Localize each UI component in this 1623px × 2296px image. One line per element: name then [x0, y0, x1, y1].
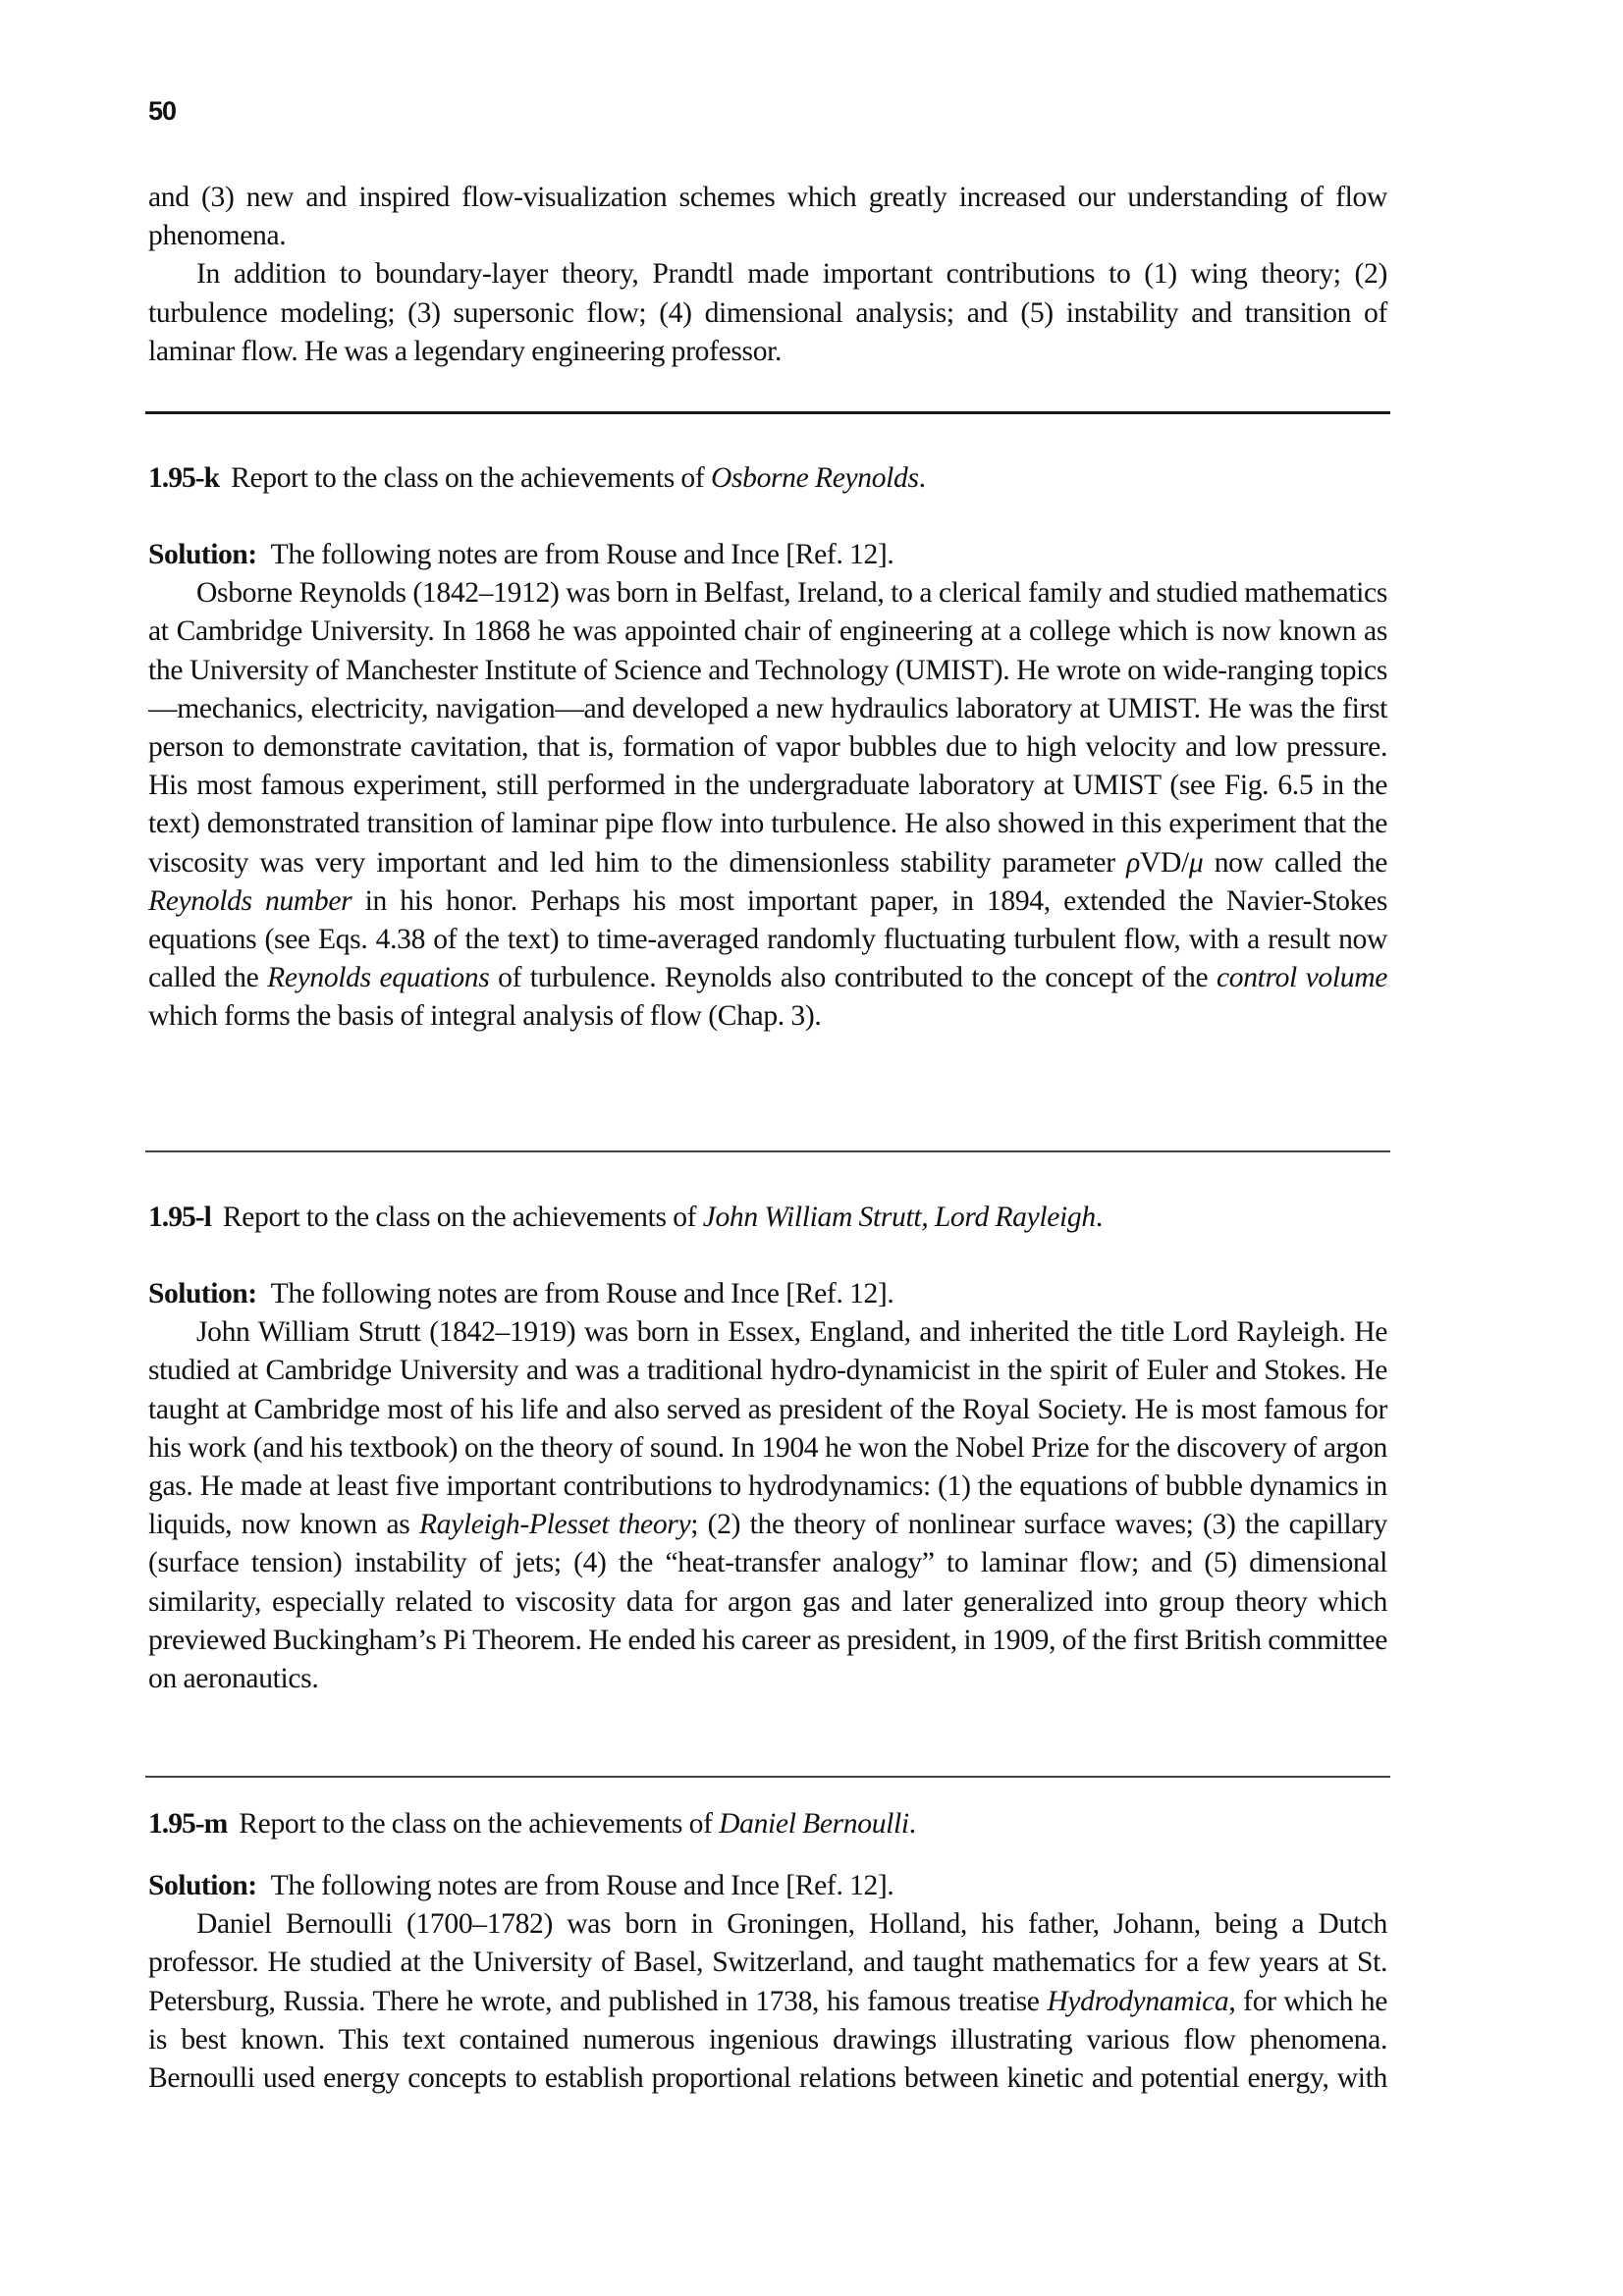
problem-prompt: Report to the class on the achievements of	[231, 462, 711, 494]
intro-section	[148, 179, 1387, 371]
problem-number: 1.95-k	[148, 462, 220, 494]
solution-body	[148, 574, 1387, 1036]
text-run: of turbulence. Reynolds also contributed to the concept of the	[489, 962, 1217, 994]
text-run: ; (2) the theory of nonlinear surface waves; (3) the capillary (surface tension) instability of jets; (4) the “heat-transfer analogy” to laminar flow; and (5) dimensional similarity, especially related to viscosity data for argon gas and later generalized into group theory which previewed Buckingham’s Pi Theorem. He ended his career as president, in 1909, of the first British committee on aeronautics.	[148, 1509, 1387, 1695]
solution-source: The following notes are from Rouse and Ince [Ref. 12].	[270, 1278, 894, 1309]
formula-rho: ρ	[1126, 846, 1140, 879]
text-run: Daniel Bernoulli (1700–1782) was born in Groningen, Holland, his father, Johann, being a Dutch professor. He studied at the University of Basel, Switzerland, and taught mathematics for a few years at St. Petersburg, Russia. There he wrote, and published in 1738, his famous treatise	[148, 1908, 1387, 2017]
problem-1-95-k	[148, 459, 1387, 498]
emphasis-control-volume: control volume	[1216, 962, 1387, 994]
text-run: , for which he is best known. This text contained numerous ingenious drawings illustrating various flow phenomena. Bernoulli used energy concepts to establish proportional relations between kinetic and potential energy, with	[148, 1985, 1387, 2095]
solution-body	[148, 1313, 1387, 1698]
solution-intro	[148, 1275, 1387, 1313]
problem-statement	[148, 1199, 1387, 1237]
intro-paragraph-2: In addition to boundary-layer theory, Prandtl made important contributions to (1) wing theory; (2) turbulence modeling; (3) supersonic flow; (4) dimensional analysis; and (5) instability and transition of laminar flow. He was a legendary engineering professor.	[148, 258, 1387, 367]
problem-prompt: Report to the class on the achievements of	[222, 1201, 703, 1233]
problem-subject: John William Strutt, Lord Rayleigh	[702, 1201, 1096, 1233]
text-run: John William Strutt (1842–1919) was born in Essex, England, and inherited the title Lord Rayleigh. He studied at Cambridge University and was a traditional hydro-dynamicist in the spirit of Euler and Stokes. He taught at Cambridge most of his life and also served as president of the Royal Society. He is most famous for his work (and his textbook) on the theory of sound. In 1904 he won the Nobel Prize for the discovery of argon gas. He made at least five important contributions to hydrodynamics: (1) the equations of bubble dynamics in liquids, now known as	[148, 1316, 1387, 1541]
text-run: which forms the basis of integral analysis of flow (Chap. 3).	[148, 1000, 822, 1033]
emphasis-rayleigh-plesset: Rayleigh-Plesset theory	[418, 1509, 691, 1541]
problem-prompt: Report to the class on the achievements of	[239, 1808, 720, 1840]
problem-number: 1.95-m	[148, 1808, 228, 1840]
section-divider	[145, 411, 1390, 414]
period: .	[1095, 1201, 1103, 1233]
problem-statement	[148, 1805, 1387, 1843]
solution-label: Solution:	[148, 539, 257, 570]
solution-1-95-l	[148, 1275, 1387, 1698]
problem-number: 1.95-l	[148, 1201, 211, 1233]
solution-label: Solution:	[148, 1870, 257, 1901]
section-divider	[145, 1150, 1390, 1152]
emphasis-reynolds-number: Reynolds number	[148, 884, 352, 917]
solution-label: Solution:	[148, 1278, 257, 1309]
solution-intro	[148, 536, 1387, 574]
solution-intro	[148, 1867, 1387, 1905]
problem-1-95-m	[148, 1805, 1387, 1843]
intro-paragraph-1: and (3) new and inspired flow-visualization schemes which greatly increased our understanding of flow phenomena.	[148, 182, 1387, 252]
solution-1-95-m	[148, 1867, 1387, 2098]
formula-vd: VD/	[1139, 846, 1189, 879]
section-divider	[145, 1776, 1390, 1778]
text-run: now called the	[1203, 846, 1387, 879]
emphasis-reynolds-equations: Reynolds equations	[267, 962, 490, 994]
problem-statement	[148, 459, 1387, 498]
problem-subject: Osborne Reynolds	[710, 462, 919, 494]
solution-source: The following notes are from Rouse and Ince [Ref. 12].	[270, 1870, 894, 1901]
period: .	[908, 1808, 916, 1840]
page-number: 50	[148, 96, 177, 126]
text-run: in his honor. Perhaps his most important paper, in 1894, extended the Navier-Stokes equations (see Eqs. 4.38 of the text) to time-averaged randomly fluctuating turbulent flow, with a result now called the	[148, 884, 1387, 994]
solution-source: The following notes are from Rouse and Ince [Ref. 12].	[270, 539, 894, 570]
problem-1-95-l	[148, 1199, 1387, 1237]
period: .	[918, 462, 926, 494]
formula-mu: μ	[1188, 846, 1204, 879]
emphasis-hydrodynamica: Hydrodynamica	[1047, 1985, 1229, 2017]
problem-subject: Daniel Bernoulli	[719, 1808, 909, 1840]
solution-body	[148, 1905, 1387, 2098]
text-run: Osborne Reynolds (1842–1912) was born in Belfast, Ireland, to a clerical family and studied mathematics at Cambridge University. In 1868 he was appointed chair of engineering at a college which is now known as the University of Manchester Institute of Science and Technology (UMIST). He wrote on wide-ranging topics—mechanics, electricity, navigation—and developed a new hydraulics laboratory at UMIST. He was the first person to demonstrate cavitation, that is, formation of vapor bubbles due to high velocity and low pressure. His most famous experiment, still performed in the undergraduate laboratory at UMIST (see Fig. 6.5 in the text) demonstrated transition of laminar pipe flow into turbulence. He also showed in this experiment that the viscosity was very important and led him to the dimensionless stability parameter	[148, 577, 1387, 879]
solution-1-95-k	[148, 536, 1387, 1037]
